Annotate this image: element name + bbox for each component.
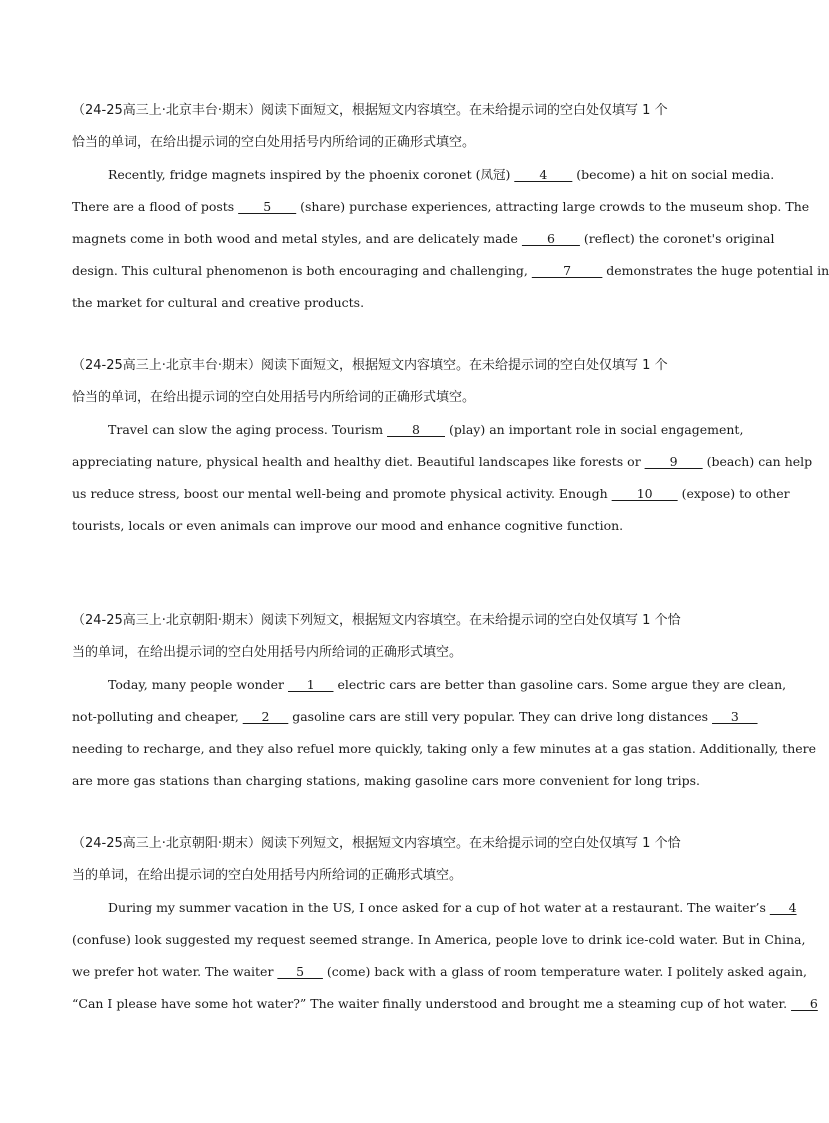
section-intro-line: （24-25高三上·北京丰台·期末）阅读下面短文，根据短文内容填空。在未给提示词的空白处仅填写 1 个 (72, 358, 668, 373)
section-intro-line: 恰当的单词，在给出提示词的空白处用括号内所给词的正确形式填空。 (72, 390, 476, 405)
answer-blank[interactable]: ___2___ (242, 709, 289, 724)
passage-line: Today, many people wonder ___1___ electric cars are better than gasoline cars. Some argue they are clean, (72, 675, 722, 695)
answer-blank[interactable]: ____5____ (238, 199, 297, 214)
answer-blank[interactable]: ____9____ (644, 454, 703, 469)
passage-line: (confuse) look suggested my request seemed strange. In America, people love to drink ice-cold water. But in China, (72, 932, 806, 947)
section-intro-line: 当的单词，在给出提示词的空白处用括号内所给词的正确形式填空。 (72, 645, 463, 660)
answer-blank[interactable]: ____6____ (521, 231, 580, 246)
section-intro-line: （24-25高三上·北京朝阳·期末）阅读下列短文，根据短文内容填空。在未给提示词的空白处仅填写 1 个恰 (72, 613, 681, 628)
section-intro-line: （24-25高三上·北京丰台·期末）阅读下面短文，根据短文内容填空。在未给提示词的空白处仅填写 1 个 (72, 103, 668, 118)
passage-line: needing to recharge, and they also refuel more quickly, taking only a few minutes at a gas station. Additionally, there (72, 741, 817, 756)
answer-blank[interactable]: _____7_____ (531, 263, 603, 278)
answer-blank[interactable]: ____10____ (611, 486, 678, 501)
passage-line: appreciating nature, physical health and healthy diet. Beautiful landscapes like forests or ____9____ (beach) can help (72, 452, 722, 472)
passage-line: us reduce stress, boost our mental well-being and promote physical activity. Enough ____10____ (expose) to other (72, 484, 722, 504)
passage-line: magnets come in both wood and metal styles, and are delicately made ____6____ (reflect) the coronet's original (72, 229, 722, 249)
answer-blank[interactable]: ___3___ (712, 709, 758, 724)
passage-line: we prefer hot water. The waiter ___5___ (come) back with a glass of room temperature water. I politely asked again, (72, 962, 722, 982)
section-intro-line: 恰当的单词，在给出提示词的空白处用括号内所给词的正确形式填空。 (72, 135, 476, 150)
passage-line: “Can I please have some hot water?” The waiter finally understood and brought me a steaming cup of hot water. ___6 (72, 994, 722, 1014)
answer-blank[interactable]: ___4 (769, 900, 797, 915)
passage-line: Recently, fridge magnets inspired by the phoenix coronet (凤冠) ____4____ (become) a hit on social media. (72, 165, 722, 185)
passage-line: There are a flood of posts ____5____ (share) purchase experiences, attracting large crowds to the museum shop. The (72, 197, 722, 217)
answer-blank[interactable]: ____4____ (514, 167, 573, 182)
answer-blank[interactable]: ___5___ (277, 964, 323, 979)
passage-line: During my summer vacation in the US, I once asked for a cup of hot water at a restaurant. The waiter’s ___4 (72, 898, 722, 918)
section-intro-line: 当的单词，在给出提示词的空白处用括号内所给词的正确形式填空。 (72, 868, 463, 883)
answer-blank[interactable]: ___1___ (288, 677, 334, 692)
answer-blank[interactable]: ___6 (791, 996, 818, 1011)
passage-line: the market for cultural and creative products. (72, 295, 365, 310)
passage-line: Travel can slow the aging process. Tourism ____8____ (play) an important role in social engagement, (72, 420, 722, 440)
section-intro-line: （24-25高三上·北京朝阳·期末）阅读下列短文，根据短文内容填空。在未给提示词的空白处仅填写 1 个恰 (72, 836, 681, 851)
passage-line: tourists, locals or even animals can improve our mood and enhance cognitive function. (72, 518, 624, 533)
answer-blank[interactable]: ____8____ (387, 422, 445, 437)
passage-line: not-polluting and cheaper, ___2___ gasoline cars are still very popular. They can drive long distances ___3___ (72, 707, 722, 727)
passage-line: design. This cultural phenomenon is both encouraging and challenging, _____7_____ demonstrates the huge potential in (72, 261, 722, 281)
passage-line: are more gas stations than charging stations, making gasoline cars more convenient for long trips. (72, 773, 700, 788)
